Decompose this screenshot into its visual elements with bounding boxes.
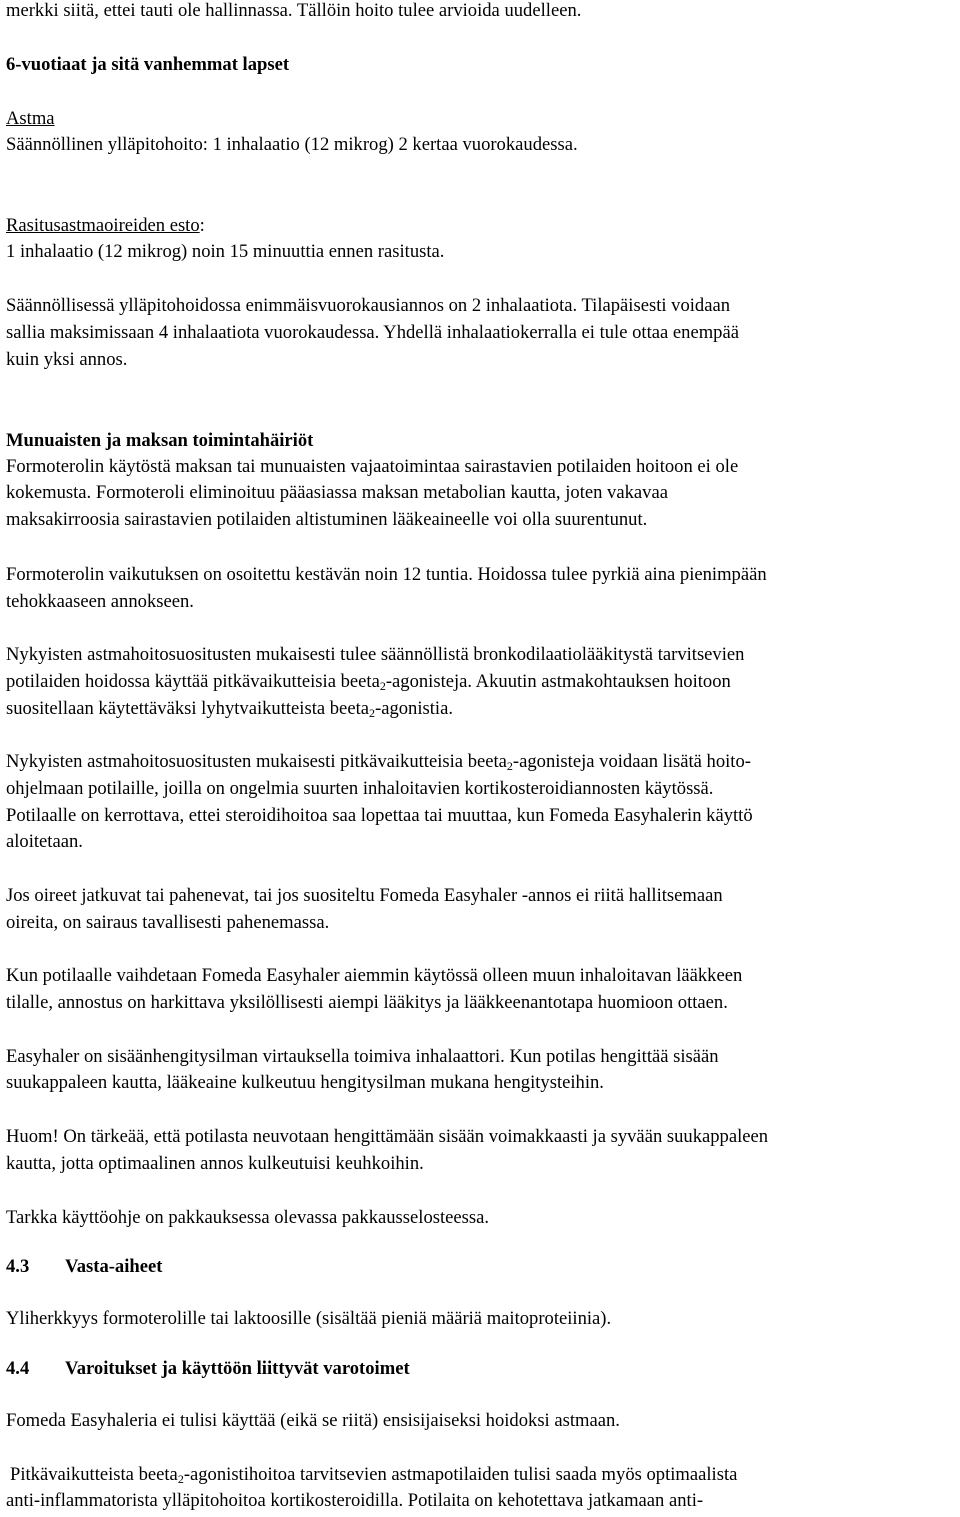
text-line: Huom! On tärkeää, että potilasta neuvotaan hengittämään sisään voimakkaasti ja syvään suukappaleen [6, 1126, 769, 1147]
colon: : [199, 215, 205, 236]
text-fragment: -agonisteja voidaan lisätä hoito- [512, 751, 751, 772]
text-line: Nykyisten astmahoitosuositusten mukaisesti tulee säännöllistä bronkodilaatiolääkitystä tarvitsevien [6, 644, 745, 665]
text-line: Jos oireet jatkuvat tai pahenevat, tai jos suositeltu Fomeda Easyhaler -annos ei riitä hallitsemaan [6, 885, 723, 906]
subheading-astma: Astma [6, 108, 55, 129]
section-heading-4-3 [6, 1256, 162, 1278]
subscript: 2 [506, 759, 513, 773]
section-title: Vasta-aiheet [65, 1256, 163, 1277]
subheading-exercise-label: Rasitusastmaoireiden esto [6, 215, 200, 236]
text-line: tehokkaaseen annokseen. [6, 591, 194, 612]
text-line: oireita, on sairaus tavallisesti pahenemassa. [6, 912, 330, 933]
subscript: 2 [379, 679, 386, 693]
text-fragment: Pitkävaikutteista beeta [10, 1464, 178, 1485]
text-line: ohjelmaan potilaille, joilla on ongelmia suurten inhaloitavien kortikosteroidiannosten käytössä. [6, 778, 714, 799]
text-line: maksakirroosia sairastavien potilaiden altistuminen lääkeaineelle voi olla suurentunut. [6, 509, 648, 530]
text-fragment: -agonistia. [375, 698, 453, 719]
text-line [6, 751, 751, 773]
text-fragment: Nykyisten astmahoitosuositusten mukaisesti pitkävaikutteisia beeta [6, 751, 507, 772]
text-line: anti-inflammatorista ylläpitohoitoa kortikosteroidilla. Potilaita on kehotettava jatkamaan anti- [6, 1490, 704, 1511]
text-fragment: -agonisteja. Akuutin astmakohtauksen hoitoon [385, 671, 731, 692]
text-line: 1 inhalaatio (12 mikrog) noin 15 minuuttia ennen rasitusta. [6, 241, 445, 262]
subscript: 2 [177, 1472, 184, 1486]
section-heading-4-4 [6, 1358, 410, 1380]
text-fragment: suositellaan käytettäväksi lyhytvaikutteista beeta [6, 698, 369, 719]
text-fragment: potilaiden hoidossa käyttää pitkävaikutteisia beeta [6, 671, 380, 692]
text-line: Fomeda Easyhaleria ei tulisi käyttää (eikä se riitä) ensisijaiseksi hoidoksi astmaan. [6, 1410, 620, 1431]
section-title: Varoitukset ja käyttöön liittyvät varotoimet [65, 1358, 410, 1379]
text-line: Potilaalle on kerrottava, ettei steroidihoitoa saa lopettaa tai muuttaa, kun Fomeda Easyhalerin käyttö [6, 805, 753, 826]
text-fragment: -agonistihoitoa tarvitsevien astmapotilaiden tulisi saada myös optimaalista [183, 1464, 738, 1485]
subheading-children: 6-vuotiaat ja sitä vanhemmat lapset [6, 54, 290, 75]
text-line: Tarkka käyttöohje on pakkauksessa olevassa pakkausselosteessa. [6, 1207, 490, 1228]
text-line: merkki siitä, ettei tauti ole hallinnassa. Tällöin hoito tulee arvioida uudelleen. [6, 0, 582, 21]
text-line: Easyhaler on sisäänhengitysilman virtauksella toimiva inhalaattori. Kun potilas hengittää sisään [6, 1046, 719, 1067]
text-line [6, 698, 453, 720]
section-number: 4.3 [6, 1256, 30, 1277]
text-line [6, 671, 731, 693]
text-line [10, 1464, 737, 1486]
text-line: kautta, jotta optimaalinen annos kulkeutuisi keuhkoihin. [6, 1153, 424, 1174]
subheading-kidney-liver: Munuaisten ja maksan toimintahäiriöt [6, 430, 314, 451]
text-line: suukappaleen kautta, lääkeaine kulkeutuu hengitysilman mukana hengitysteihin. [6, 1072, 604, 1093]
text-line: kuin yksi annos. [6, 349, 128, 370]
text-line: Yliherkkyys formoterolille tai laktoosille (sisältää pieniä määriä maitoproteiinia). [6, 1308, 612, 1329]
subscript: 2 [369, 706, 375, 720]
section-number: 4.4 [6, 1358, 30, 1379]
text-line: aloitetaan. [6, 831, 83, 852]
text-line: tilalle, annostus on harkittava yksilöllisesti aiempi lääkitys ja lääkkeenantotapa huomioon ottaen. [6, 992, 728, 1013]
text-line: kokemusta. Formoteroli eliminoituu pääasiassa maksan metabolian kautta, joten vakavaa [6, 482, 668, 503]
text-line: Säännöllisessä ylläpitohoidossa enimmäisvuorokausiannos on 2 inhalaatiota. Tilapäisesti voidaan [6, 295, 731, 316]
text-line: Säännöllinen ylläpitohoito: 1 inhalaatio (12 mikrog) 2 kertaa vuorokaudessa. [6, 134, 578, 155]
text-line: Formoterolin käytöstä maksan tai munuaisten vajaatoimintaa sairastavien potilaiden hoitoon ei ole [6, 456, 739, 477]
text-line: sallia maksimissaan 4 inhalaatiota vuorokaudessa. Yhdellä inhalaatiokerralla ei tule ottaa enempää [6, 322, 739, 343]
text-line: Formoterolin vaikutuksen on osoitettu kestävän noin 12 tuntia. Hoidossa tulee pyrkiä aina pienimpään [6, 564, 767, 585]
subheading-exercise [6, 215, 205, 237]
text-line: Kun potilaalle vaihdetaan Fomeda Easyhaler aiemmin käytössä olleen muun inhaloitavan lääkkeen [6, 965, 743, 986]
